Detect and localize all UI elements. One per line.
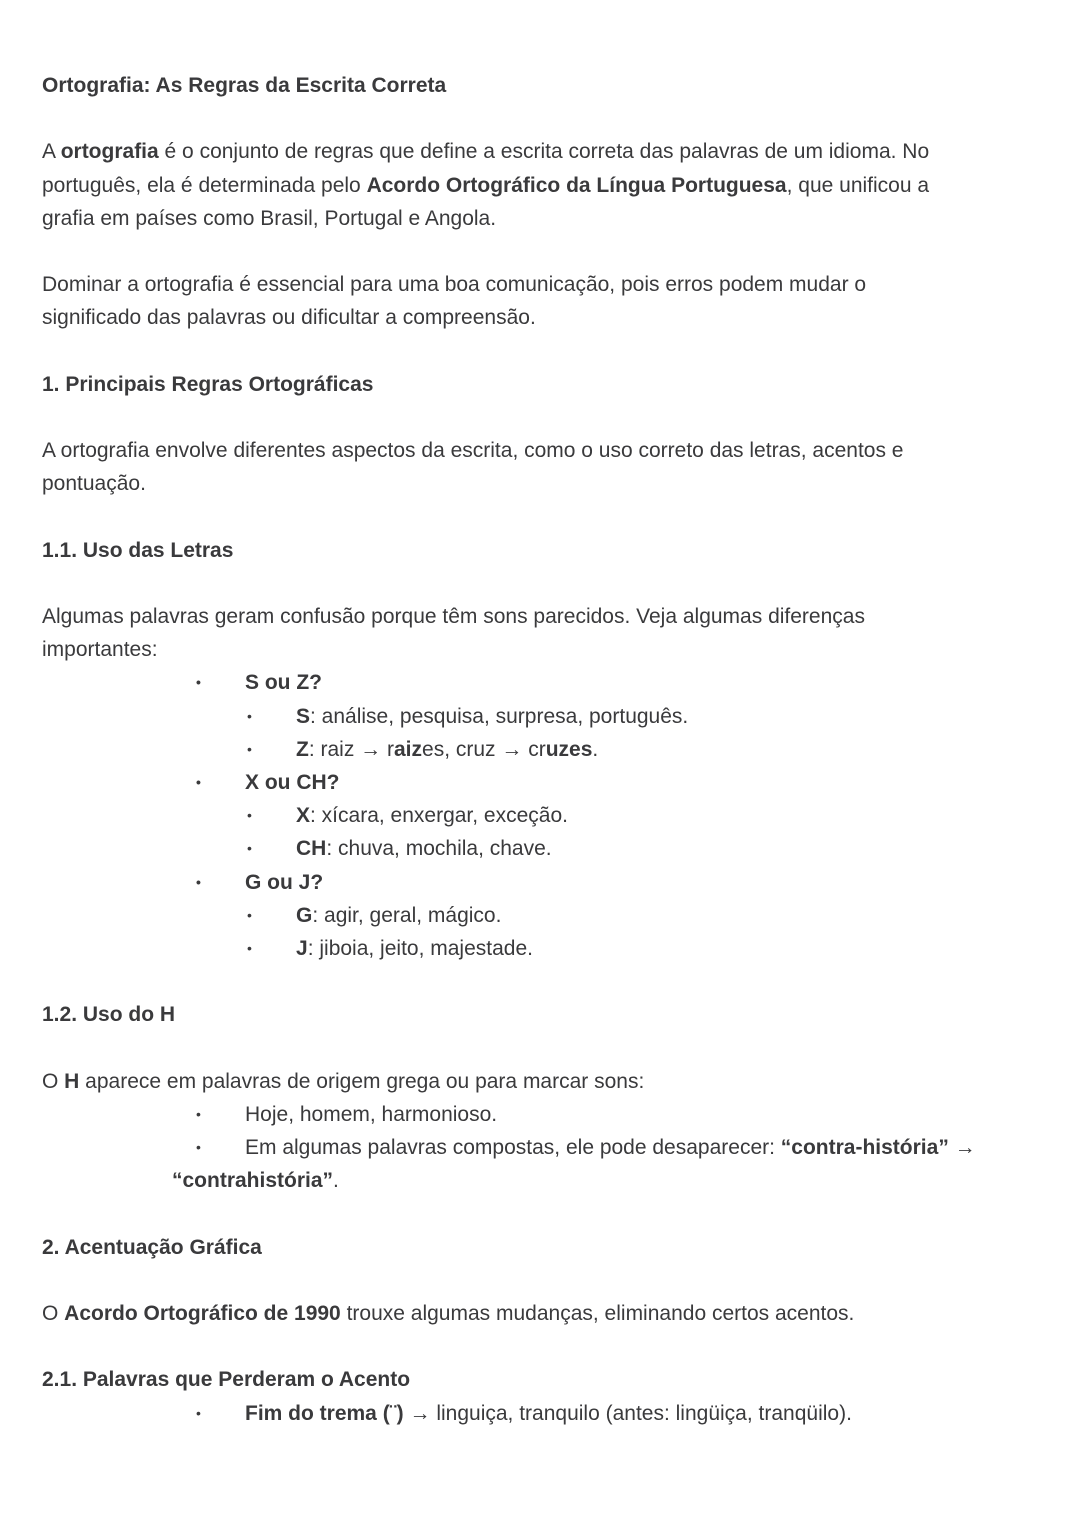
list-item: • Hoje, homem, harmonioso.	[42, 1098, 1042, 1131]
bullet-icon: •	[247, 707, 252, 724]
bullet-icon: •	[196, 1105, 201, 1122]
bullet-icon: •	[196, 1139, 201, 1155]
list-item: • Z: raiz → raizes, cruz → cruzes.	[42, 733, 1042, 766]
list-item-continuation: “contrahistória”.	[172, 1169, 339, 1193]
list-item: • CH: chuva, mochila, chave.	[42, 832, 1042, 865]
bullet-icon: •	[196, 674, 201, 691]
document-title: Ortografia: As Regras da Escrita Correta	[42, 74, 447, 97]
list-item: • X ou CH?	[42, 766, 1042, 799]
bullet-icon: •	[196, 773, 201, 790]
section-1-paragraph: A ortografia envolve diferentes aspectos da escrita, como o uso correto das letras, acentos e pontuação.	[42, 439, 904, 496]
list-item: • G: agir, geral, mágico.	[42, 899, 1042, 932]
bullet-icon: •	[196, 1404, 201, 1421]
bullet-icon: •	[247, 906, 252, 923]
bold-term: ortografia	[60, 140, 159, 164]
lost-accent-list	[42, 1397, 1042, 1430]
list-item: • S: análise, pesquisa, surpresa, português.	[42, 700, 1042, 733]
section-heading-1: 1. Principais Regras Ortográficas	[42, 372, 374, 396]
list-item: • S ou Z?	[42, 666, 1042, 699]
intro-paragraph-2: Dominar a ortografia é essencial para uma boa comunicação, pois erros podem mudar o significado das palavras ou dificultar a compreensão.	[42, 273, 867, 330]
bullet-icon: •	[247, 740, 252, 757]
section-heading-1-1: 1.1. Uso das Letras	[42, 538, 234, 562]
bullet-icon: •	[247, 807, 252, 824]
section-1-1-paragraph: Algumas palavras geram confusão porque têm sons parecidos. Veja algumas diferenças importantes:	[42, 605, 865, 662]
list-item: • G ou J?	[42, 866, 1042, 899]
list-item: • J: jiboia, jeito, majestade.	[42, 932, 1042, 965]
bullet-icon: •	[247, 939, 252, 956]
section-1-2-paragraph: O H aparece em palavras de origem grega ou para marcar sons:	[42, 1069, 645, 1093]
section-heading-2: 2. Acentuação Gráfica	[42, 1235, 262, 1259]
list-item: • X: xícara, enxergar, exceção.	[42, 799, 1042, 832]
letters-list	[42, 666, 1042, 965]
document	[42, 69, 1042, 1430]
section-heading-2-1: 2.1. Palavras que Perderam o Acento	[42, 1368, 411, 1392]
intro-paragraph-1: A ortografia é o conjunto de regras que define a escrita correta das palavras de um idioma. No português, ela é determinada pelo Acordo Ortográfico da Língua Portuguesa, que unificou a grafia em países como Brasil, Portugal e Angola.	[42, 140, 930, 230]
section-heading-1-2: 1.2. Uso do H	[42, 1003, 176, 1027]
bullet-icon: •	[247, 840, 252, 857]
section-2-paragraph: O Acordo Ortográfico de 1990 trouxe algumas mudanças, eliminando certos acentos.	[42, 1301, 855, 1325]
list-item: • Fim do trema (¨) → linguiça, tranquilo (antes: lingüiça, tranqüilo).	[42, 1397, 1042, 1430]
h-usage-list	[42, 1098, 1042, 1198]
bullet-icon: •	[196, 873, 201, 890]
bold-term: Acordo Ortográfico da Língua Portuguesa	[366, 173, 787, 197]
list-item: • Em algumas palavras compostas, ele pode desaparecer: “contra-história” →	[42, 1131, 1042, 1164]
